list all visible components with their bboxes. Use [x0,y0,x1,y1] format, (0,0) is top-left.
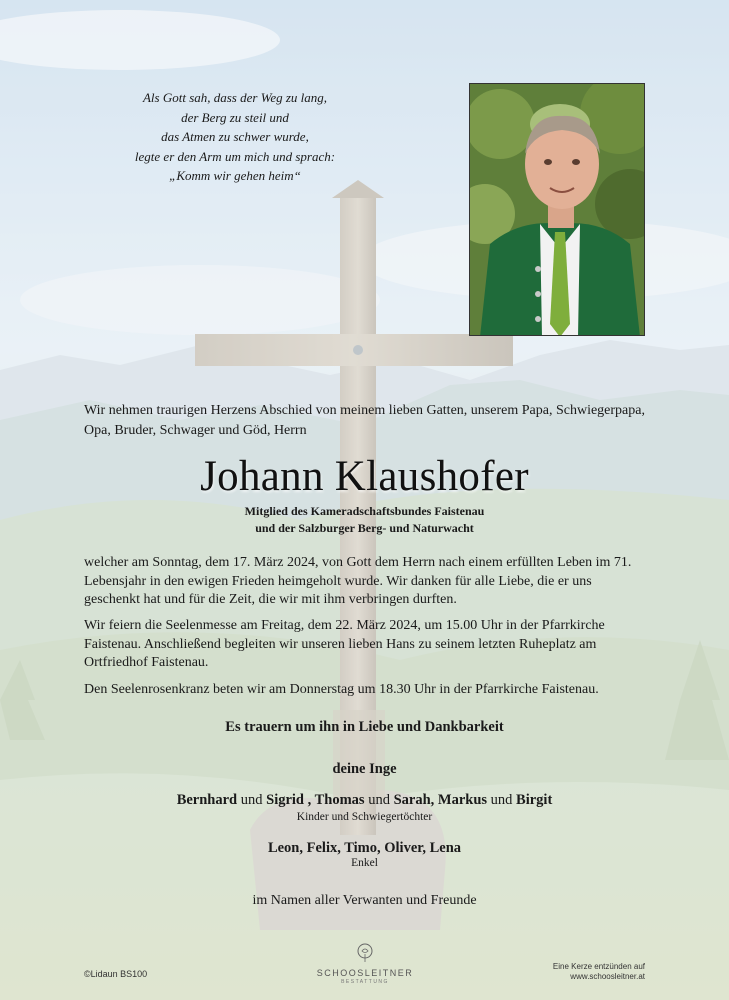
conjunction: und [364,792,394,808]
portrait-photo [469,83,645,336]
child-name: Sigrid , Thomas [266,792,365,808]
conjunction: und [237,792,267,808]
child-name: Bernhard [176,792,238,808]
grandchildren-label: Enkel [351,857,378,869]
membership-info [0,503,729,537]
candle-link[interactable] [520,962,645,982]
wife-name: deine Inge [332,761,397,777]
rose-icon [355,943,375,963]
children-names [0,792,729,809]
relatives-line: im Namen aller Verwanten und Freunde [252,893,477,908]
child-name: Birgit [516,792,553,808]
verse-line: legte er den Arm um mich und sprach: [134,148,336,164]
membership-line: und der Salzburger Berg- und Naturwacht [255,521,474,535]
portrait-illustration [470,84,645,336]
death-notice-paragraph: welcher am Sonntag, dem 17. März 2024, von Gott dem Herrn nach einem erfüllten Leben im 71. Lebensjahr in den ewigen Frieden heimgeholt wurde. Wir danken für alle Liebe, die er uns geschenkt hat und für die Zeit, die wir mit ihm verbringen durften. [84,555,632,607]
logo-name: SCHOOSLEITNER [316,968,414,978]
memorial-verse [95,88,375,186]
verse-line: Als Gott sah, dass der Weg zu lang, [142,90,328,105]
funeral-mass-paragraph: Wir feiern die Seelenmesse am Freitag, dem 22. März 2024, um 15.00 Uhr in der Pfarrkirche Faistenau. Anschließend begleiten wir unseren lieben Hans zu seinem letzten Ruheplatz am Ortfriedhof Faistenau. [84,618,605,670]
intro-text: Wir nehmen traurigen Herzens Abschied von meinem lieben Gatten, unserem Papa, Schwiegerpapa, Opa, Bruder, Schwager und Göd, Herrn [84,403,645,438]
verse-line: der Berg zu steil und [181,109,289,125]
grandchildren-names: Leon, Felix, Timo, Oliver, Lena [267,840,462,856]
conjunction: und [487,792,517,808]
verse-line: „Komm wir gehen heim“ [169,168,301,183]
membership-line: Mitglied des Kameradschaftsbundes Faistenau [244,504,485,518]
deceased-name: Johann Klaushofer [200,453,529,500]
mourning-heading: Es trauern um ihn in Liebe und Dankbarkeit [225,719,504,735]
children-label: Kinder und Schwiegertöchter [296,811,433,823]
website-link[interactable]: www.schoosleitner.at [570,972,645,981]
funeral-home-logo [310,943,420,985]
logo-subtitle: BESTATTUNG [341,979,389,985]
candle-text: Eine Kerze entzünden auf [552,962,645,971]
verse-line: das Atmen zu schwer wurde, [161,129,309,144]
image-credit: ©Lidaun BS100 [84,969,148,979]
rosary-paragraph: Den Seelenrosenkranz beten wir am Donnerstag um 18.30 Uhr in der Pfarrkirche Faistenau. [84,682,599,697]
child-name: Sarah, Markus [393,792,488,808]
